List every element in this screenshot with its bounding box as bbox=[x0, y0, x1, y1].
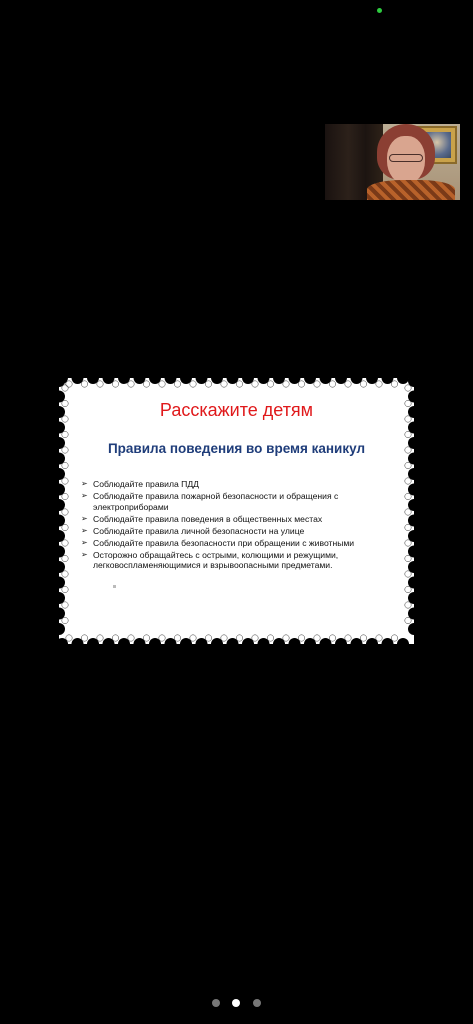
list-item: ➢ Соблюдайте правила ПДД bbox=[81, 479, 199, 489]
arrow-bullet-icon: ➢ bbox=[81, 479, 88, 488]
page-dot-3[interactable] bbox=[253, 999, 261, 1007]
arrow-bullet-icon: ➢ bbox=[81, 549, 88, 559]
arrow-bullet-icon: ➢ bbox=[81, 537, 88, 547]
slide-stray-mark bbox=[113, 585, 116, 588]
arrow-bullet-icon: ➢ bbox=[81, 525, 88, 535]
rules-list bbox=[81, 479, 391, 572]
list-item: ➢ Соблюдайте правила поведения в общественных местах bbox=[81, 513, 323, 524]
list-item: ➢ Осторожно обращайтесь с острыми, колющими и режущими, легковоспламеняющимися и взрывоопасными предметами. bbox=[81, 549, 339, 571]
slide-title: Расскажите детям bbox=[159, 400, 314, 420]
list-item: ➢ Соблюдайте правила пожарной безопасности и обращения с электроприборами bbox=[81, 490, 339, 512]
page-dot-1[interactable] bbox=[212, 999, 220, 1007]
list-item: ➢ Соблюдайте правила безопасности при обращении с животными bbox=[81, 537, 355, 548]
arrow-bullet-icon: ➢ bbox=[81, 490, 88, 500]
shared-presentation-slide[interactable] bbox=[59, 378, 414, 644]
participant-glasses bbox=[389, 154, 423, 162]
participant-body bbox=[367, 180, 455, 200]
page-indicator bbox=[0, 997, 473, 1009]
slide-subtitle: Правила поведения во время каникул bbox=[107, 441, 366, 456]
arrow-bullet-icon: ➢ bbox=[81, 513, 88, 523]
participant-video-tile[interactable] bbox=[325, 124, 460, 200]
status-indicator-dot bbox=[377, 8, 382, 13]
list-item: ➢ Соблюдайте правила личной безопасности на улице bbox=[81, 525, 305, 536]
page-dot-2[interactable] bbox=[232, 999, 240, 1007]
